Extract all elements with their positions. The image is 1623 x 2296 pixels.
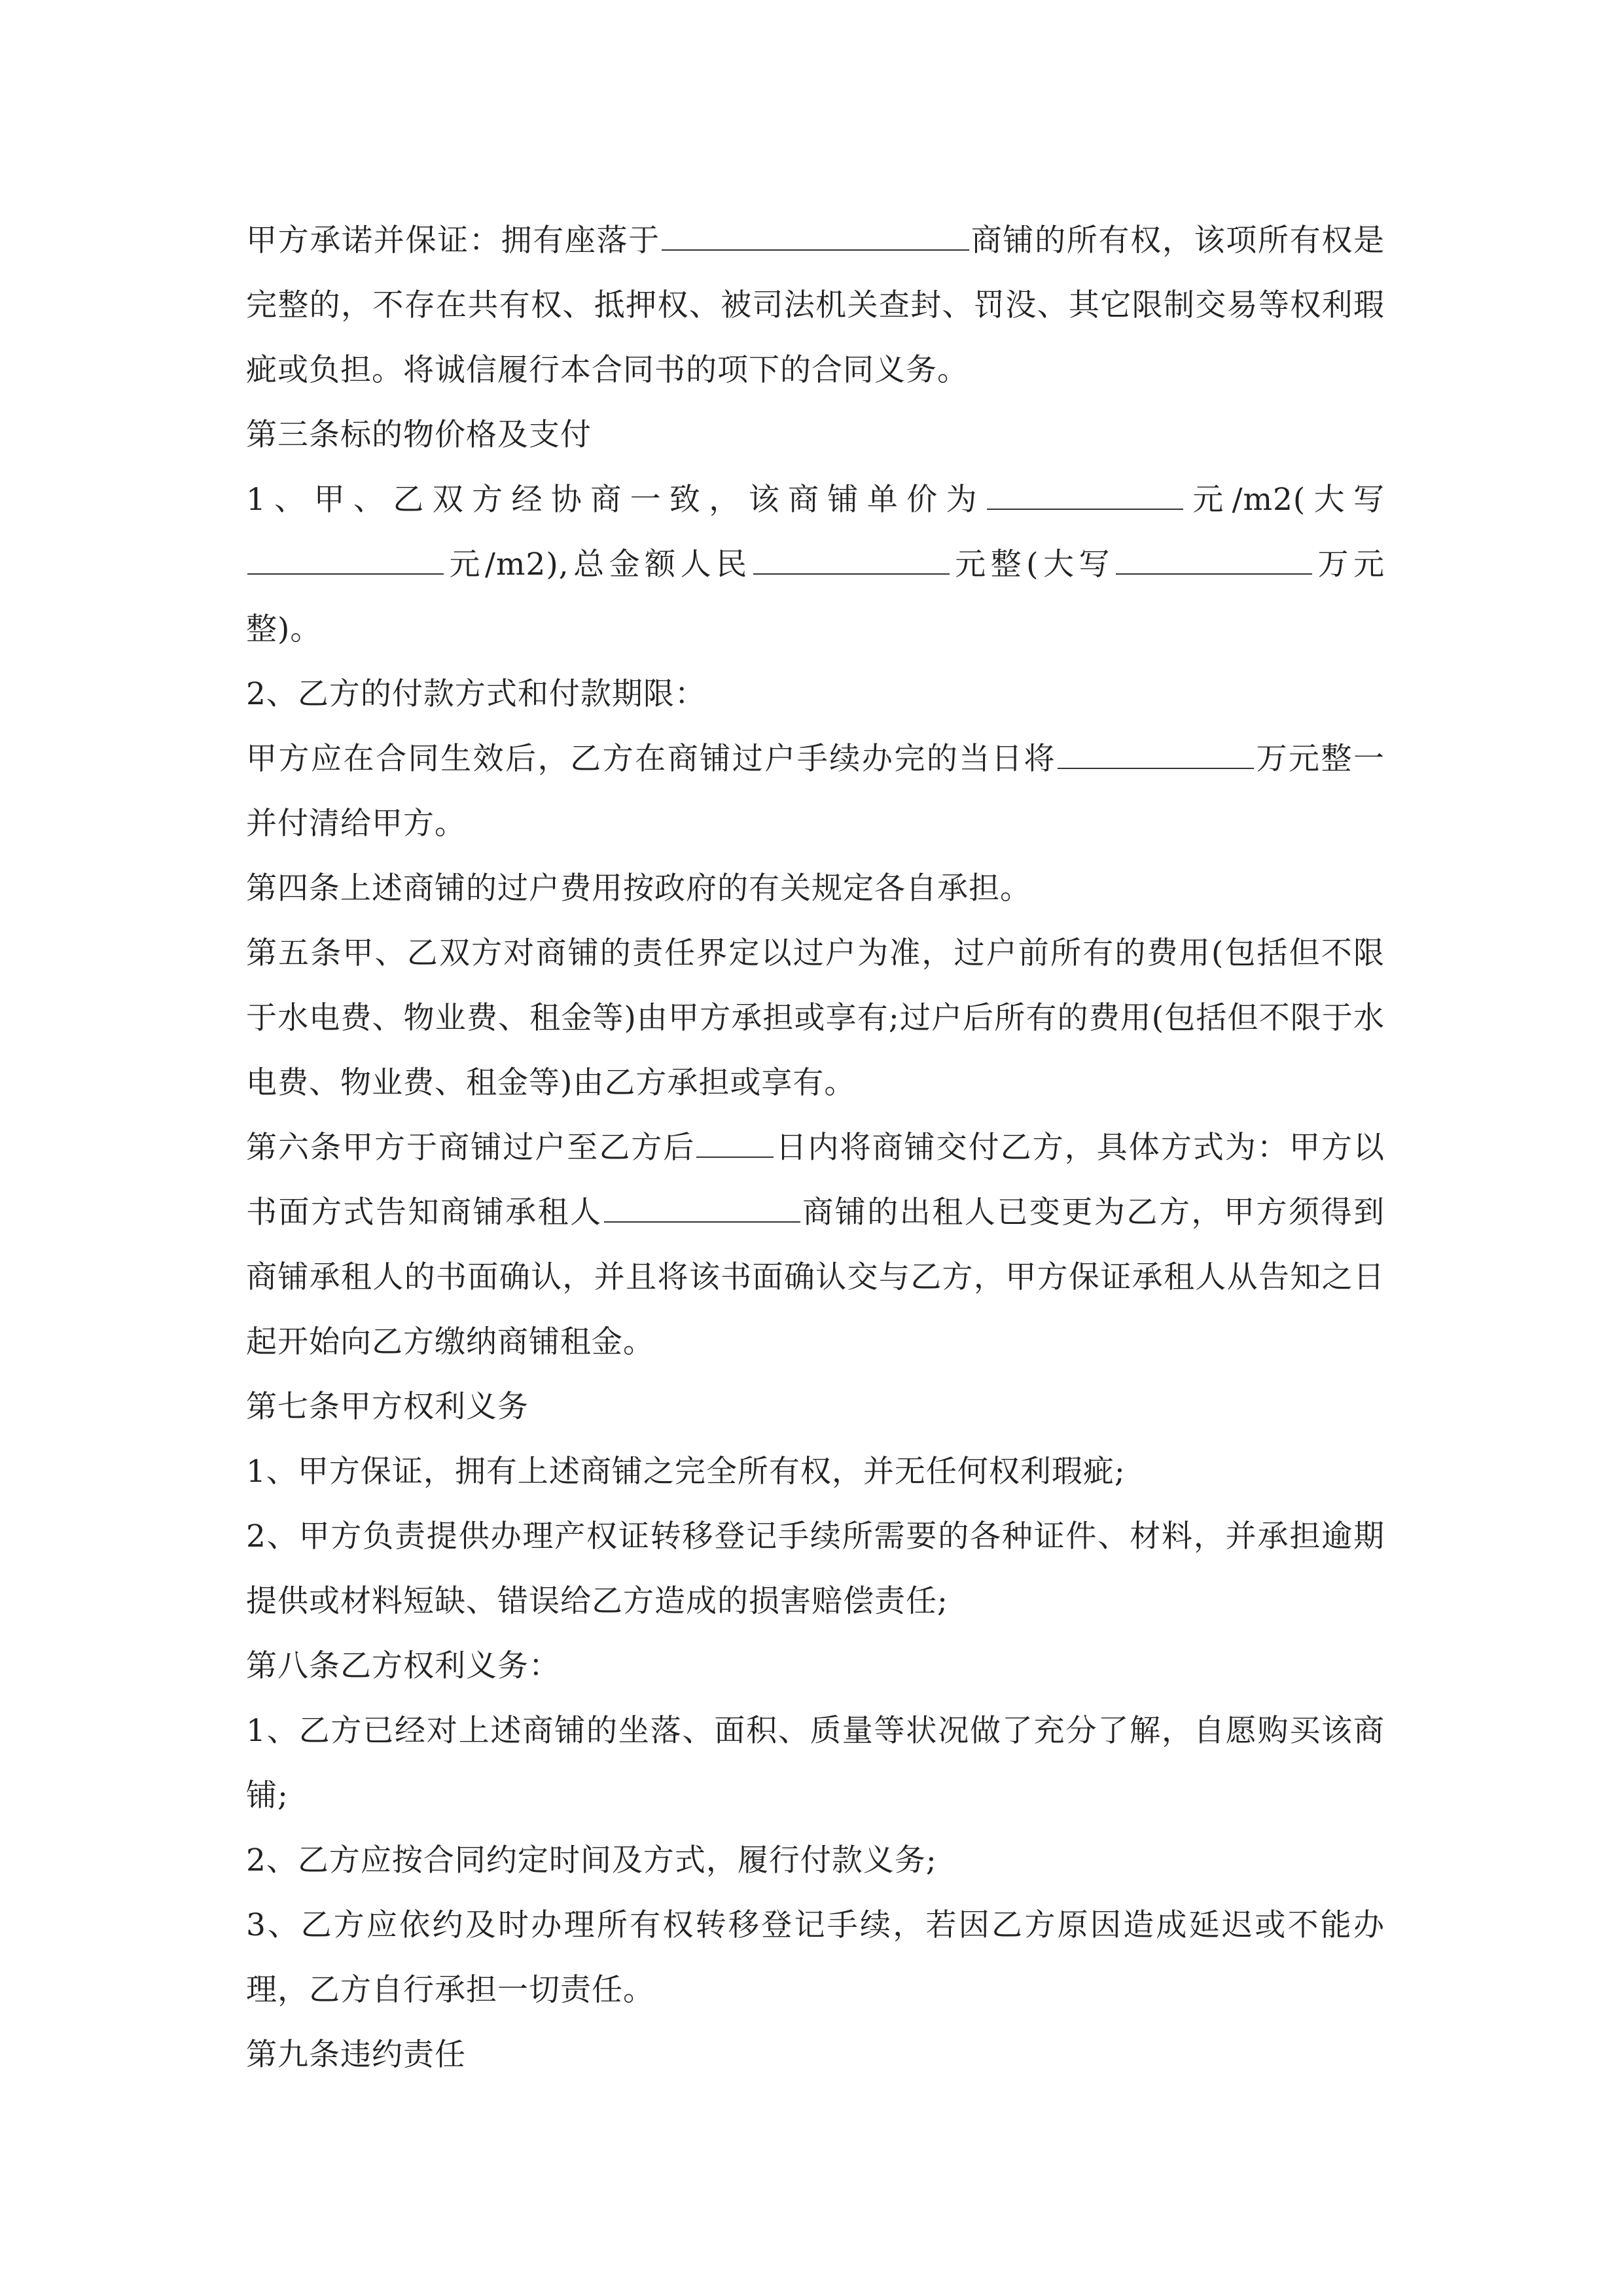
paragraph-price bbox=[246, 467, 1385, 662]
text-segment: 1、甲、乙双方经协商一致，该商铺单价为 bbox=[246, 482, 986, 518]
article-7-heading: 第七条甲方权利义务 bbox=[246, 1389, 529, 1425]
text-segment: 甲方应在合同生效后，乙方在商铺过户手续办完的当日将 bbox=[246, 741, 1056, 777]
blank-unit-price bbox=[987, 469, 1183, 510]
text-segment: 元整(大写 bbox=[950, 547, 1115, 583]
text-segment: 元/m2(大写 bbox=[1184, 482, 1385, 518]
article-3-heading: 第三条标的物价格及支付 bbox=[246, 417, 592, 453]
article-8-item-1: 1、乙方已经对上述商铺的坐落、面积、质量等状况做了充分了解，自愿购买该商铺; bbox=[246, 1713, 1385, 1814]
article-7-item-2: 2、甲方负责提供办理产权证转移登记手续所需要的各种证件、材料，并承担逾期提供或材料短缺、错误给乙方造成的损害赔偿责任; bbox=[246, 1518, 1385, 1619]
article-8-heading: 第八条乙方权利义务： bbox=[246, 1648, 560, 1684]
article-4: 第四条上述商铺的过户费用按政府的有关规定各自承担。 bbox=[246, 870, 1031, 906]
article-7-item-1: 1、甲方保证，拥有上述商铺之完全所有权，并无任何权利瑕疵; bbox=[246, 1454, 1126, 1490]
text-segment: 商铺的出租人已变更为乙方，甲方须得到商铺承租人的书面确认，并且将该书面确认交与乙方，甲方保证承租人从告知之日起开始向乙方缴纳商铺租金。 bbox=[246, 1194, 1385, 1360]
payment-method-heading: 2、乙方的付款方式和付款期限： bbox=[246, 676, 706, 712]
paragraph-payment bbox=[246, 726, 1385, 856]
blank-total-amount bbox=[753, 534, 950, 575]
blank-days bbox=[696, 1117, 774, 1158]
blank-total-amount-upper bbox=[1116, 534, 1312, 575]
article-8-item-3: 3、乙方应依约及时办理所有权转移登记手续，若因乙方原因造成延迟或不能办理，乙方自行承担一切责任。 bbox=[246, 1907, 1385, 2008]
text-segment: 日内将商铺交付乙方，具体方式为：甲方以书面方式告知商铺承租人 bbox=[246, 1130, 1385, 1230]
blank-location bbox=[662, 210, 969, 251]
blank-payment-amount bbox=[1058, 728, 1254, 769]
text-segment: 商铺的所有权，该项所有权是完整的，不存在共有权、抵押权、被司法机关查封、罚没、其它限制交易等权利瑕疵或负担。将诚信履行本合同书的项下的合同义务。 bbox=[246, 223, 1385, 388]
article-8-item-2: 2、乙方应按合同约定时间及方式，履行付款义务; bbox=[246, 1842, 937, 1878]
article-5: 第五条甲、乙双方对商铺的责任界定以过户为准，过户前所有的费用(包括但不限于水电费、物业费、租金等)由甲方承担或享有;过户后所有的费用(包括但不限于水电费、物业费、租金等)由乙方承担或享有。 bbox=[246, 935, 1385, 1101]
text-segment: 万元整)。 bbox=[246, 547, 1385, 647]
text-segment: 元/m2),总金额人民 bbox=[445, 547, 752, 583]
text-segment: 万元整一并付清给甲方。 bbox=[246, 741, 1385, 842]
blank-unit-price-upper bbox=[247, 534, 444, 575]
blank-tenant bbox=[604, 1182, 800, 1223]
paragraph-ownership-guarantee bbox=[246, 208, 1385, 403]
article-9-heading: 第九条违约责任 bbox=[246, 2037, 466, 2073]
text-segment: 第六条甲方于商铺过户至乙方后 bbox=[246, 1130, 696, 1166]
text-segment: 甲方承诺并保证：拥有座落于 bbox=[246, 223, 660, 259]
contract-body bbox=[246, 208, 1385, 2087]
article-6 bbox=[246, 1115, 1385, 1374]
